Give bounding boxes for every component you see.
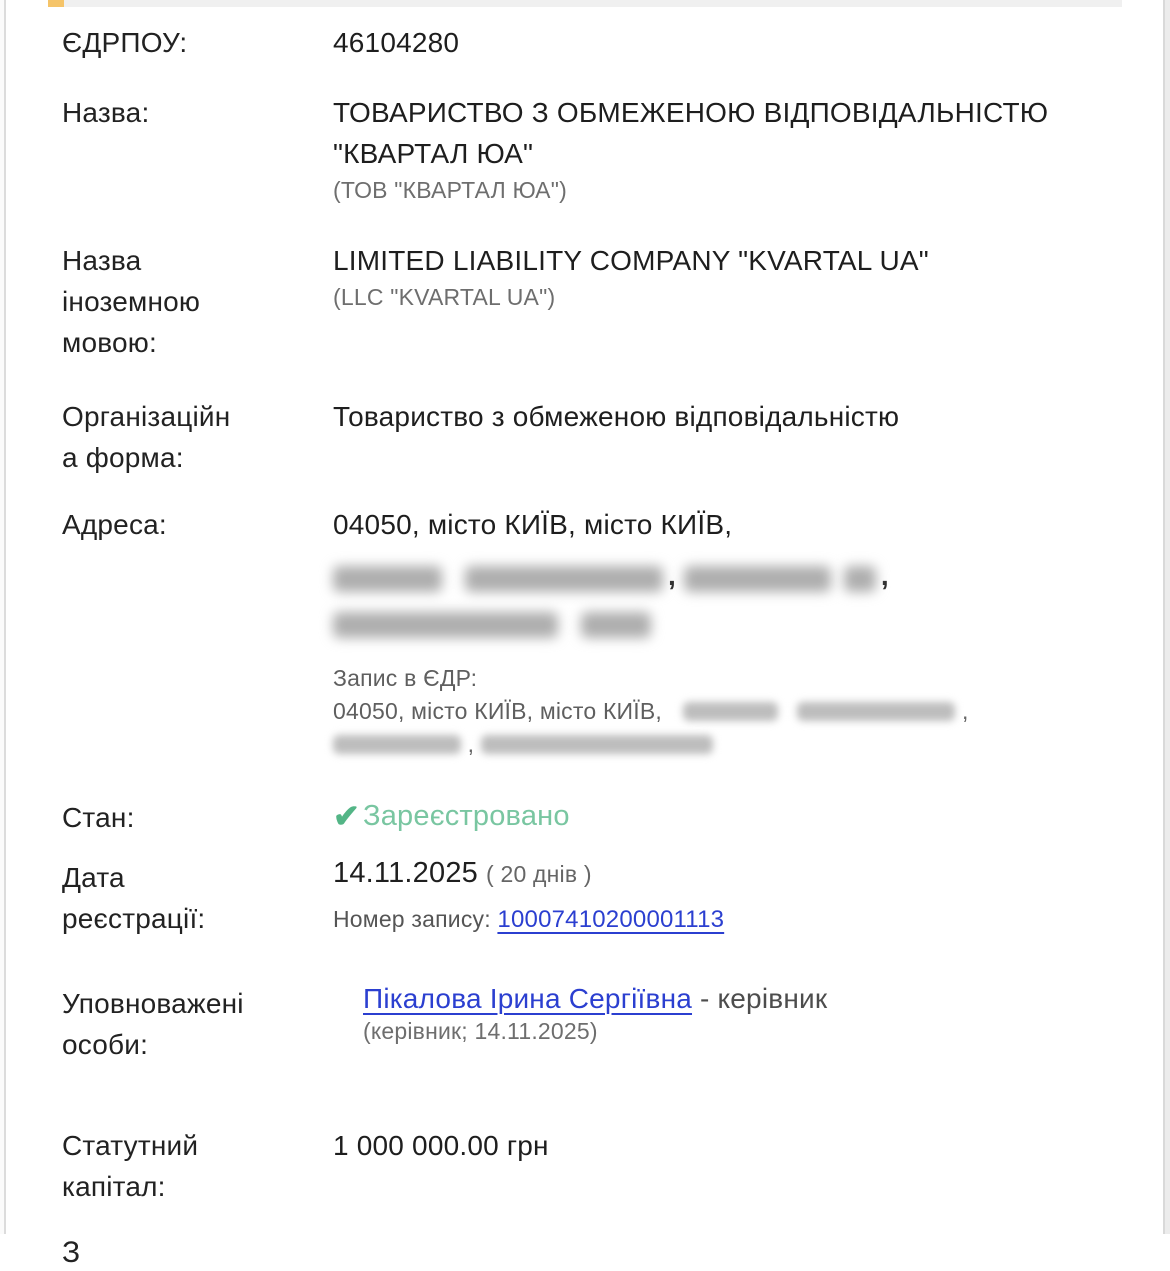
row-charter-capital: [62, 1125, 1110, 1207]
registry-record-line-2: [333, 728, 1110, 761]
top-header-bar: [64, 0, 1122, 7]
authorized-persons-label: Уповноважені особи:: [62, 988, 244, 1060]
redacted-text: [797, 702, 955, 721]
redacted-text: [481, 735, 713, 754]
registry-record-block: [333, 662, 1110, 761]
registry-record-label: Запис в ЄДР:: [333, 665, 478, 691]
left-border-rule: [4, 0, 6, 1234]
foreign-name-label: Назва іноземною мовою:: [62, 245, 201, 358]
charter-capital-label: Статутний капітал:: [62, 1130, 199, 1202]
row-org-form: [62, 396, 1110, 478]
status-value: Зареєстровано: [363, 800, 570, 832]
row-next-section-partial: [62, 1235, 1110, 1269]
address-redacted-line-1: [333, 557, 1110, 600]
status-label: Стан:: [62, 802, 135, 833]
redacted-text: [683, 702, 778, 721]
registry-record-visible: 04050, місто КИЇВ, місто КИЇВ,: [333, 698, 662, 724]
charter-capital-value: 1 000 000.00 грн: [333, 1130, 549, 1161]
registry-record-line-1: [333, 695, 1110, 728]
status-badge: [333, 797, 1110, 835]
address-comma: ,: [667, 560, 684, 591]
name-label: Назва:: [62, 97, 150, 128]
address-redacted-line-2: [333, 608, 1110, 646]
company-name-short: (ТОВ "КВАРТАЛ ЮА"): [333, 177, 567, 203]
edrpou-value: 46104280: [333, 27, 460, 58]
org-form-label: Організаційна форма:: [62, 401, 231, 473]
registration-date-line: [333, 857, 1110, 890]
foreign-name-value: LIMITED LIABILITY COMPANY "KVARTAL UA": [333, 245, 929, 276]
redacted-text: [333, 612, 558, 638]
right-edge-strip: [1165, 0, 1170, 1234]
registration-date-label: Дата реєстрації:: [62, 862, 206, 934]
redacted-text: [844, 566, 876, 592]
address-comma: ,: [880, 560, 889, 591]
record-number-line: [333, 903, 1110, 936]
row-name: [62, 92, 1110, 207]
row-address: [62, 504, 1110, 761]
registry-comma: ,: [467, 731, 481, 757]
foreign-name-short: (LLC "KVARTAL UA"): [333, 284, 556, 310]
redacted-text: [465, 566, 663, 592]
row-registration-date: [62, 857, 1110, 939]
registration-date-value: 14.11.2025: [333, 857, 478, 889]
row-edrpou: [62, 22, 1110, 63]
record-number-link[interactable]: 10007410200001113: [497, 906, 725, 933]
row-authorized-persons: [62, 983, 1110, 1065]
registration-age: ( 20 днів ): [486, 861, 592, 887]
check-icon: ✔: [333, 798, 361, 834]
redacted-text: [581, 612, 651, 638]
company-name-value: ТОВАРИСТВО З ОБМЕЖЕНОЮ ВІДПОВІДАЛЬНІСТЮ "КВАРТАЛ ЮА": [333, 97, 1049, 169]
officer-name-link[interactable]: Пікалова Ірина Сергіївна: [363, 983, 693, 1014]
company-details-table: [62, 22, 1110, 1269]
officer-role: - керівник: [700, 983, 828, 1014]
next-section-partial-label: З: [62, 1236, 81, 1269]
address-visible-value: 04050, місто КИЇВ, місто КИЇВ,: [333, 509, 733, 540]
edrpou-label: ЄДРПОУ:: [62, 27, 188, 58]
address-label: Адреса:: [62, 509, 167, 540]
officer-line: [363, 983, 1110, 1015]
redacted-text: [333, 735, 461, 754]
top-accent-yellow-marker: [48, 0, 64, 7]
redacted-text: [333, 566, 442, 592]
redacted-text: [684, 566, 831, 592]
officer-details: (керівник; 14.11.2025): [363, 1018, 598, 1044]
row-status: [62, 797, 1110, 838]
org-form-value: Товариство з обмеженою відповідальністю: [333, 401, 900, 432]
record-number-label: Номер запису:: [333, 906, 491, 932]
registry-comma: ,: [961, 698, 969, 724]
row-foreign-name: [62, 240, 1110, 363]
